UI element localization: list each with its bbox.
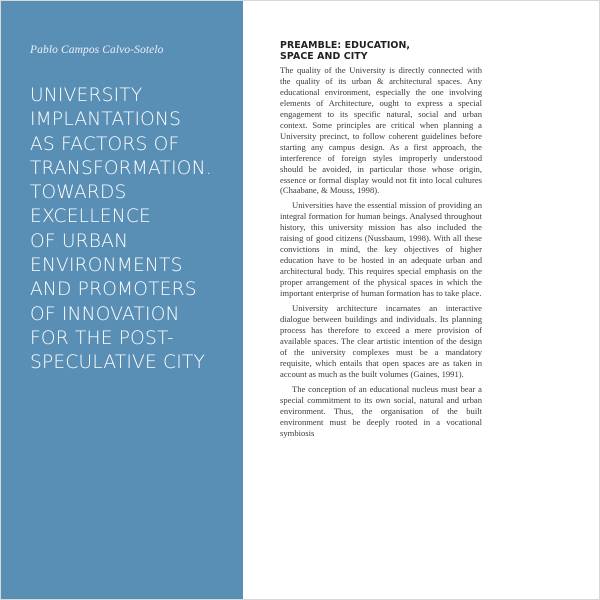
heading-line: PREAMBLE: EDUCATION, [280,40,411,51]
paragraph: The conception of an educational nucleus must bear a special commitment to its own social, natural and urban environment. Thus, the organisation of the built environment must be deeply rooted in a vocational symbiosis [280,383,482,438]
title-line: EXCELLENCE [30,206,151,228]
title-line: TRANSFORMATION. [30,157,212,179]
title-line: OF INNOVATION [30,303,180,325]
author-name: Pablo Campos Calvo-Sotelo [30,44,164,56]
title-line: ENVIRONMENTS [30,255,183,277]
title-panel [0,0,243,600]
title-line: SPECULATIVE CITY [30,352,206,374]
paragraph: The quality of the University is directly connected with the quality of its urban & architectural spaces. Any educational environment, especially the one involving elements of Architecture, ought to express a special engagement to its specific natural, social and urban context. Some principles are critical when planning a University precinct, to follow coherent guidelines before starting any campus design. As a first approach, the interference of foreign styles improperly understood should be avoided, in particular those whose origin, essence or formal display would not fit into local cultures (Chaabane, & Mouss, 1998). [280,65,482,196]
heading-line: SPACE AND CITY [280,51,368,62]
text-column [280,40,482,438]
body-text [280,65,482,438]
title-line: TOWARDS [30,182,127,204]
paragraph: Universities have the essential mission of providing an integral formation for human beings. Analysed throughout history, this university mission has also included the raising of good citizens (Nussbaum, 1998). With all these convictions in mind, the key objectives of higher education have to be hosted in an adequate urban and architectural body. This requires special emphasis on the proper arrangement of the physical spaces in which the important enterprise of human formation has to take place. [280,200,482,299]
text-panel [243,0,600,600]
title-line: UNIVERSITY [30,85,143,106]
title-line: OF URBAN [30,230,129,252]
title-line: AND PROMOTERS [30,279,197,301]
paragraph: University architecture incarnates an interactive dialogue between buildings and individuals. Its planning process has therefore to exceed a mere provision of available spaces. The clear artistic intention of the design of the university complexes must be a mandatory requisite, which entails that open spaces are as taken in account as much as the built volumes (Gaines, 1991). [280,303,482,379]
article-title [30,84,243,376]
section-heading [280,40,482,62]
title-line: AS FACTORS OF [30,133,180,155]
title-line: IMPLANTATIONS [30,109,182,131]
title-line: FOR THE POST- [30,327,174,349]
